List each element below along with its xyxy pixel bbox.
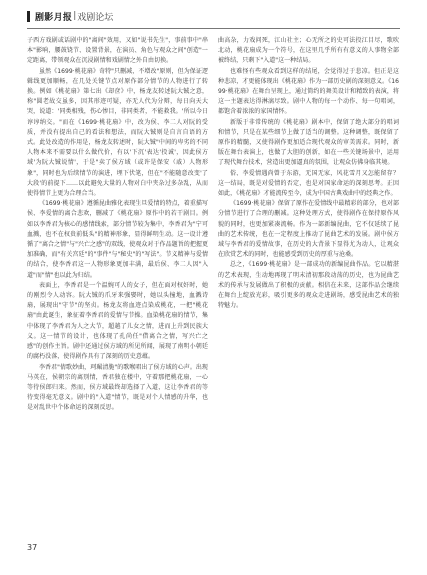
running-header	[27, 9, 407, 23]
paragraph: 虽然《1699·桃花扇》奇特"只删减，不增改"原则，但为保证逻辑线更加顺畅，在几处关键节点对原作部分情节的人物进行了转换。例如《桃花扇》第七出《却奁》中，杨龙友转述阮大铖之意，称"圆老故交虽多，因其形迹可疑，亦无人代为分辩，每日向天大哭，说道：'同类相残，伤心惨目，非同类者，不能救我。'所以今日谆谆纳交。"而在《1699·桃花扇》中，改为侯、李二人对阮的受质，并没有提出自己的看法和想法，而阮大铖则是自言自语的方式。此处改造的作用是，杨龙友转述时，阮大铖"中间的卑劣的不同人物本来不需要以什么做代价，有以'下沉'表达'投诚'，因此侯方域'为阮大铖说情'，于是"卖了侯方域（或许是保安（戚）人物形象"，同时也为后续情节的演进，埋下伏笔，但在"不能随意改变'了大段'的前提下……以此避免大量的人物对白中夹杂过多杂乱，从而使得情节上更为合理合当。	[27, 67, 208, 198]
section-name: 戏剧论坛	[77, 12, 114, 23]
paragraph: 表面上，李香君是一个温婉可人的女子，但在面对权奸时，她的刚烈令人动容。阮大铖的爪牙来强娶时，她以头撞地，血溅诗扇，展现出"守节"的坚贞。杨龙友将血迹点染成桃花，一把"桃花扇"由此诞生，象征着李香君的爱情与节操。血染桃花扇的情节，集中体现了李香君为人之大节，超越了儿女之情，进而上升到民族大义。这一情节的设计，也体现了孔尚任"借离合之情，写兴亡之感"的创作主旨。剧中还通过侯方域的所见所闻，展现了南明小朝廷的腐朽没落，使得剧作具有了深刻的历史意蕴。	[27, 281, 208, 361]
page-number: 37	[27, 543, 38, 552]
journal-title: 剧影月报	[35, 12, 73, 23]
right-column	[218, 36, 399, 311]
paragraph: 李香君"倩歌妙曲，珂珮清脆"的歌喉唱出了侯方域的心声。出现马英在，侯朝宗的离别情，香君独在楼中，守着那把桃花扇，一心等待侯郎归来。然而，侯方域最终却选择了入道，这让李香君的等待变得毫无意义。剧中的"入道"情节，既是对个人情感的升华，也是对乱世中个体命运的深刻反思。	[27, 363, 208, 412]
paragraph: 俗、李爱情遇尚曾于东游，无国无家，风花雪月又怎能留存？这一结局，既是对爱情的否定，也是对国家命运的深刻思考。正因如此，《桃花扇》才能流传至今，成为中国古典戏曲中的经典之作。	[218, 169, 399, 198]
paragraph: 《1699·桃花扇》遵循昆曲雅化表现生旦爱情的特点，着重描写侯、李爱情的离合悲欢，删减了《桃花扇》原作中的若干剧目。例如以李香君为核心的感情线索，部分情节较为集中，李香君为"宁可血溅，也不在权贵前低头"的精神形象，显得鲜明生动。这一设计遵循了"离合之情"与"兴亡之感"的双线，使观众对于作品题旨的把握更加准确，而"有关宫廷"的"事件"与"秘史"的"写法"。节义精神与爱情的结合，使李香君这一人物形象更加丰满，最后侯、李二人因"入道"而"情"也以此为归结。	[27, 200, 208, 279]
header-rule	[27, 28, 400, 29]
paragraph: 子西方戏剧或话剧中的"离间"效用，又如"说书先生"，事前事中"串本"影响，腰鼓铙节、设置背景，在演员、角色与观众之间"创造"一定距离，带领观众在沉浸剧情和戏剧情之外自由切换。	[27, 37, 208, 65]
left-column	[27, 36, 208, 414]
header-separator: |	[73, 11, 77, 21]
paragraph: 曲高杂，力戏问死，江山社主；心无所之的史可法投江目尽，歌吹北动，桃花扇成为一个符号，在这里几乎所有有意义的人事物全部被终结，只剩下"入道"这一种结局。	[218, 37, 399, 65]
header-marker	[27, 11, 30, 22]
paragraph: 《1699·桃花扇》保留了原作在爱情线中最精彩的部分，也对部分情节进行了合理的删减。这种处理方式，使得剧作在保持原作风貌的同时，也更加紧凑流畅。作为一部新编昆曲，它不仅延续了昆曲的艺术传统，也在一定程度上推动了昆曲艺术的发展。剧中侯方域与李香君的爱情故事，在历史的大背景下显得尤为动人，让观众在欣赏艺术的同时，也能感受到历史的厚重与沧桑。	[218, 200, 399, 259]
paragraph: 总之，《1699·桃花扇》是一部成功的新编昆曲作品。它以精湛的艺术表现，生动地再现了明末清初那段动荡的历史，也为昆曲艺术的传承与发展做出了积极的贡献。相信在未来，这部作品会继续在舞台上绽放光彩，吸引更多的观众走进剧场，感受昆曲艺术的独特魅力。	[218, 261, 399, 310]
paragraph: 新版于非常传统的《桃花扇》剧本中，保留了绝大部分的唱词和情节，只是在某些细节上做了适当的调整。这种调整，既保留了原作的精髓，又使得剧作更加适合现代观众的审美需求。同时，新版在舞台表演上，也做了大胆的创新，如在一些关键场景中，运用了现代舞台技术，营造出更加逼真的氛围，让观众仿佛身临其境。	[218, 118, 399, 167]
paragraph: 也难怪有些观众看到这样的结尾，会觉得过于悲凉。但正是这种悲凉，才更能体现出《桃花扇》作为一部历史剧的深刻意义。《1699·桃花扇》在舞台呈现上，通过简约的舞美设计和精致的表演，将这一主题表达得淋漓尽致。剧中人物的每一个动作、每一句唱词，都饱含着浓浓的家国情怀。	[218, 67, 399, 116]
